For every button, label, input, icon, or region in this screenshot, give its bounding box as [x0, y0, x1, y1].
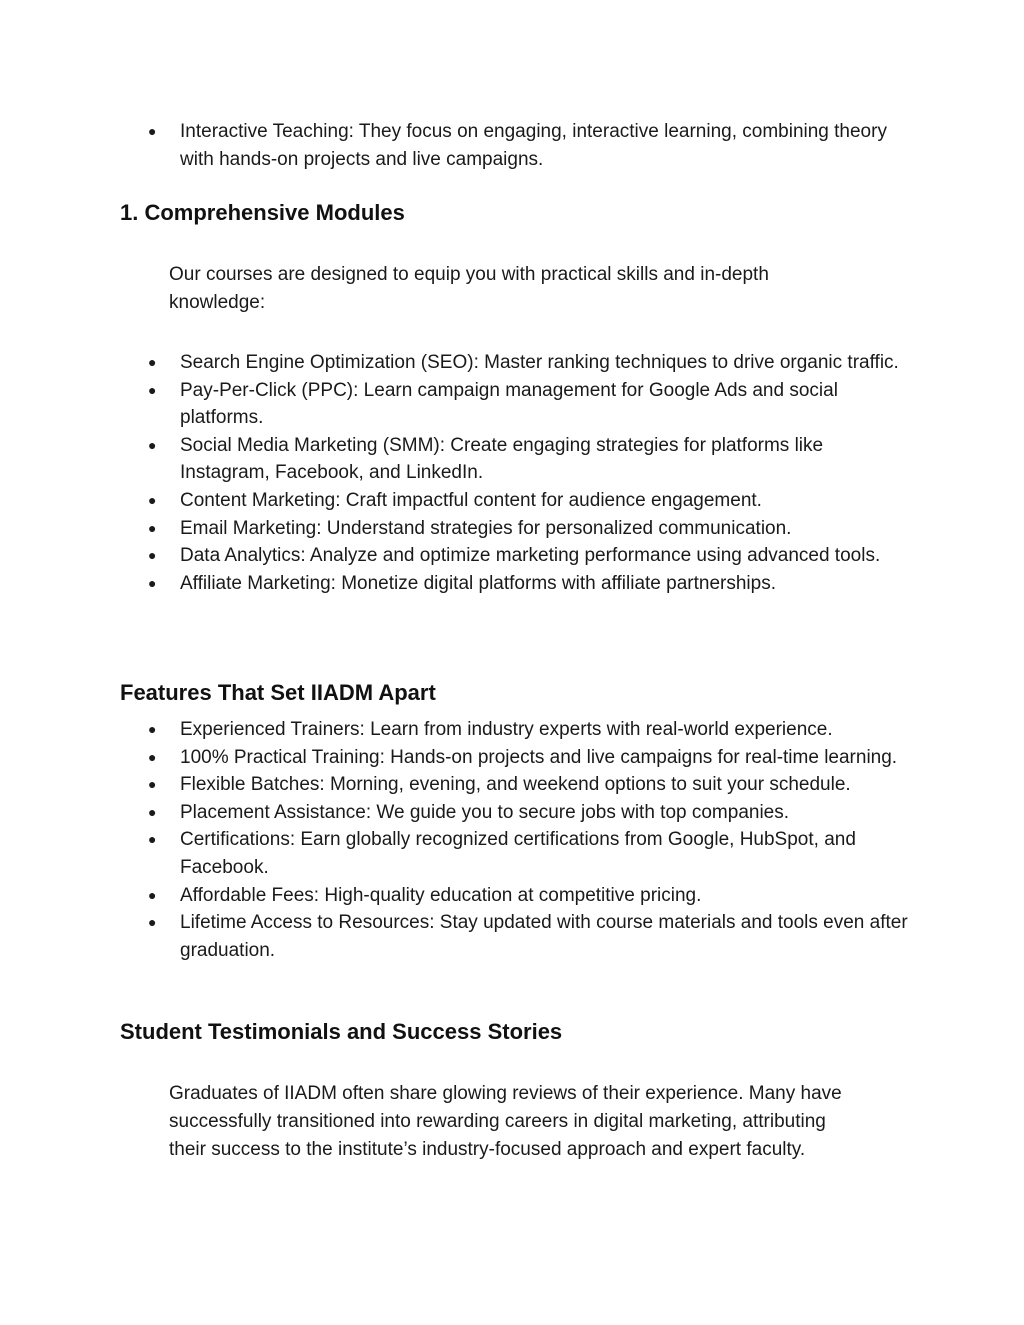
section-heading-modules: 1. Comprehensive Modules [120, 200, 405, 225]
list-item-text: Email Marketing: Understand strategies for personalized communication. [180, 517, 792, 539]
bullet-icon: ● [148, 123, 157, 139]
testimonials-paragraph: Graduates of IIADM often share glowing reviews of their experience. Many have successfully transitioned into rewarding careers in digital marketing, attributing their success to the institute’s industry-focused approach and expert faculty. [169, 1083, 842, 1160]
bullet-icon: ● [148, 831, 157, 848]
bullet-icon: ● [148, 886, 157, 903]
modules-bullet-list [120, 349, 910, 597]
list-item [120, 377, 910, 432]
bullet-icon: ● [148, 721, 157, 737]
list-item [120, 909, 910, 964]
list-item [120, 799, 910, 827]
bullet-icon: ● [148, 914, 157, 931]
list-item-text: Affordable Fees: High-quality education at competitive pricing. [180, 884, 702, 906]
list-item [120, 515, 910, 543]
list-item-text: Certifications: Earn globally recognized certifications from Google, HubSpot, and Facebook. [180, 829, 856, 878]
list-item [120, 771, 910, 799]
section-heading-testimonials: Student Testimonials and Success Stories [120, 1019, 563, 1044]
bullet-icon: ● [148, 436, 157, 453]
bullet-icon: ● [148, 519, 157, 536]
list-item [120, 432, 910, 487]
list-item-text: Interactive Teaching: They focus on engaging, interactive learning, combining theory with hands-on projects and live campaigns. [180, 121, 887, 170]
list-item [120, 716, 910, 744]
list-item-text: Flexible Batches: Morning, evening, and weekend options to suit your schedule. [180, 774, 851, 796]
list-item [120, 882, 910, 910]
list-item-text: Data Analytics: Analyze and optimize marketing performance using advanced tools. [180, 545, 881, 567]
list-item-text: Pay-Per-Click (PPC): Learn campaign management for Google Ads and social platforms. [180, 379, 838, 429]
bullet-icon: ● [148, 574, 157, 591]
list-item-text: Experienced Trainers: Learn from industry experts with real-world experience. [180, 719, 833, 740]
list-item-text: Lifetime Access to Resources: Stay updated with course materials and tools even after graduation. [180, 912, 908, 961]
list-item-text: Content Marketing: Craft impactful content for audience engagement. [180, 489, 762, 511]
features-bullet-list [120, 716, 910, 964]
list-item-text: Placement Assistance: We guide you to secure jobs with top companies. [180, 801, 790, 823]
bullet-icon: ● [148, 748, 157, 765]
bullet-icon: ● [148, 776, 157, 793]
list-item [120, 570, 910, 598]
list-item [120, 826, 910, 881]
list-item [120, 349, 910, 377]
bullet-icon: ● [148, 381, 157, 398]
bullet-icon: ● [148, 354, 157, 370]
list-item-text: Affiliate Marketing: Monetize digital platforms with affiliate partnerships. [180, 572, 776, 594]
list-item-text: 100% Practical Training: Hands-on projects and live campaigns for real-time learning. [180, 746, 898, 768]
section-heading-features: Features That Set IIADM Apart [120, 680, 436, 705]
bullet-icon: ● [148, 491, 157, 508]
list-item-text: Search Engine Optimization (SEO): Master ranking techniques to drive organic traffic. [180, 352, 899, 373]
top-bullet-list [120, 118, 910, 173]
list-item [120, 118, 910, 173]
modules-intro-paragraph: Our courses are designed to equip you with practical skills and in-depth knowledge: [169, 264, 769, 313]
bullet-icon: ● [148, 803, 157, 820]
bullet-icon: ● [148, 547, 157, 564]
list-item [120, 542, 910, 570]
list-item-text: Social Media Marketing (SMM): Create engaging strategies for platforms like Instagram, Facebook, and LinkedIn. [180, 434, 824, 484]
list-item [120, 744, 910, 772]
list-item [120, 487, 910, 515]
